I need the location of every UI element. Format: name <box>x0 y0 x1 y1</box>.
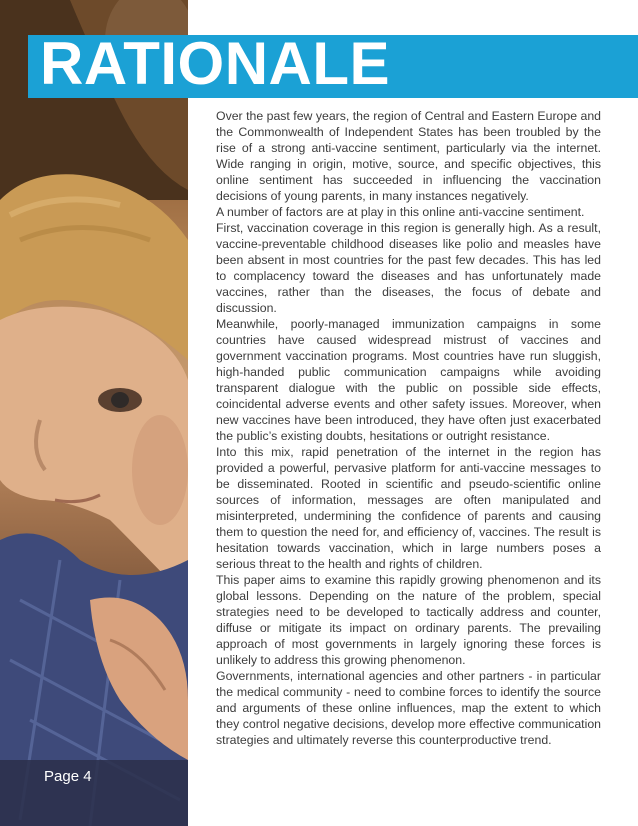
page-title: RATIONALE <box>40 30 391 97</box>
child-photo <box>0 0 188 826</box>
paragraph: Governments, international agencies and other partners - in particular the medical community - need to combine forces to identify the source and arguments of these online influences, map the extent to which they control negative decisions, develop more effective communication strategies and ultimately reverse this counterproductive trend. <box>216 669 601 747</box>
paragraph: Over the past few years, the region of Central and Eastern Europe and the Commonwealth of Independent States has been troubled by the rise of a strong anti-vaccine sentiment, particularly via the internet. Wide ranging in origin, motive, source, and specific objectives, this online sentiment has succeeded in influencing the vaccination decisions of young parents, in many instances negatively. <box>216 109 601 203</box>
body-text <box>216 108 601 748</box>
paragraph: Into this mix, rapid penetration of the internet in the region has provided a powerful, pervasive platform for anti-vaccine messages to be disseminated. Rooted in scientific and pseudo-scientific online sources of information, messages are often manipulated and misinterpreted, undermining the confidence of parents and causing them to question the need for, and efficiency of, vaccines. The result is hesitation towards vaccination, which in large numbers poses a serious threat to the health and rights of children. <box>216 445 601 571</box>
child-photo-illustration <box>0 0 188 826</box>
paragraph: First, vaccination coverage in this region is generally high. As a result, vaccine-preventable childhood diseases like polio and measles have been absent in most countries for the past few decades. This has led to complacency toward the diseases and has unfortunately made vaccines, rather than the diseases, the focus of debate and discussion. <box>216 221 601 315</box>
paragraph: A number of factors are at play in this online anti-vaccine sentiment. <box>216 205 585 219</box>
paragraph: This paper aims to examine this rapidly growing phenomenon and its global lessons. Depending on the nature of the problem, special strategies need to be developed to tactically address and counter, diffuse or mitigate its impact on ordinary parents. The prevailing approach of most governments in largely ignoring these forces is unlikely to address this growing phenomenon. <box>216 573 601 667</box>
paragraph: Meanwhile, poorly-managed immunization campaigns in some countries have caused widespread mistrust of vaccines and government vaccination programs. Most countries have run sluggish, high-handed public communication campaigns while avoiding transparent dialogue with the public on possible side effects, coincidental adverse events and other safety issues. Moreover, when new vaccines have been introduced, they have often just exacerbated the public’s existing doubts, hesitations or outright resistance. <box>216 317 601 443</box>
page-number: Page 4 <box>44 768 92 785</box>
